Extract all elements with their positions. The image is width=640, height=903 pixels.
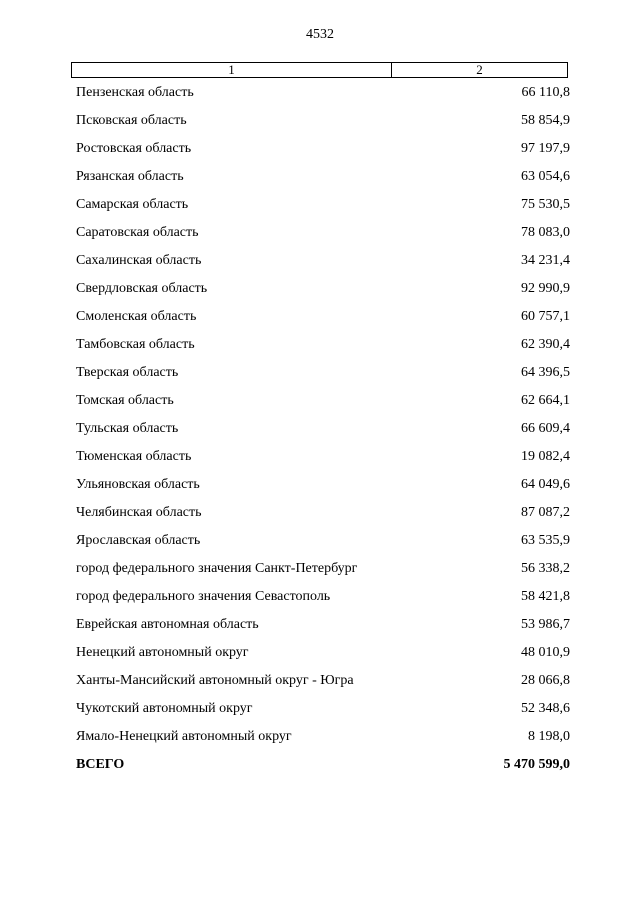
region-value: 87 087,2 — [521, 505, 570, 520]
region-name: Сахалинская область — [76, 253, 202, 268]
header-column-2: 2 — [476, 62, 483, 77]
region-name: Ханты-Мансийский автономный округ - Югра — [76, 673, 354, 688]
table-row — [76, 139, 570, 167]
region-value: 48 010,9 — [521, 645, 570, 660]
region-name: Ростовская область — [76, 141, 192, 156]
table-row — [76, 363, 570, 391]
region-value: 58 421,8 — [521, 589, 570, 604]
table-row — [76, 111, 570, 139]
region-value: 34 231,4 — [521, 253, 570, 268]
region-value: 62 664,1 — [521, 393, 570, 408]
region-value: 66 609,4 — [521, 421, 570, 436]
table-row — [76, 83, 570, 111]
region-value: 8 198,0 — [528, 729, 570, 744]
table-row — [76, 251, 570, 279]
table-row — [76, 531, 570, 559]
region-value: 66 110,8 — [521, 85, 570, 100]
region-name: Смоленская область — [76, 309, 197, 324]
region-name: Пензенская область — [76, 85, 194, 100]
page-number: 4532 — [306, 27, 334, 42]
table-row — [76, 671, 570, 699]
table-row — [76, 615, 570, 643]
table-row — [76, 279, 570, 307]
region-name: Псковская область — [76, 113, 187, 128]
region-value: 78 083,0 — [521, 225, 570, 240]
total-row — [76, 755, 570, 783]
region-value: 63 054,6 — [521, 169, 570, 184]
region-name: Тюменская область — [76, 449, 192, 464]
region-value: 97 197,9 — [521, 141, 570, 156]
region-value: 19 082,4 — [521, 449, 570, 464]
region-name: город федерального значения Севастополь — [76, 589, 331, 604]
region-value: 60 757,1 — [521, 309, 570, 324]
table-row — [76, 559, 570, 587]
table-row — [76, 307, 570, 335]
table-row — [76, 503, 570, 531]
table-row — [76, 699, 570, 727]
region-name: Свердловская область — [76, 281, 208, 296]
table-row — [76, 643, 570, 671]
region-name: Ненецкий автономный округ — [76, 645, 249, 660]
table-header — [71, 62, 568, 78]
region-name: Еврейская автономная область — [76, 617, 259, 632]
region-value: 28 066,8 — [521, 673, 570, 688]
table-body — [76, 83, 570, 783]
region-name: Рязанская область — [76, 169, 184, 184]
region-name: Ямало-Ненецкий автономный округ — [76, 729, 292, 744]
header-column-1: 1 — [72, 63, 392, 77]
region-name: Челябинская область — [76, 505, 202, 520]
region-name: Тульская область — [76, 421, 179, 436]
total-value: 5 470 599,0 — [503, 757, 570, 772]
region-name: Ярославская область — [76, 533, 201, 548]
table-row — [76, 223, 570, 251]
table-row — [76, 419, 570, 447]
region-name: Ульяновская область — [76, 477, 200, 492]
total-label: ВСЕГО — [76, 757, 125, 772]
table-row — [76, 391, 570, 419]
region-value: 53 986,7 — [521, 617, 570, 632]
region-value: 75 530,5 — [521, 197, 570, 212]
table-row — [76, 447, 570, 475]
region-value: 62 390,4 — [521, 337, 570, 352]
table-row — [76, 587, 570, 615]
region-value: 64 396,5 — [521, 365, 570, 380]
table-row — [76, 167, 570, 195]
region-value: 92 990,9 — [521, 281, 570, 296]
table-row — [76, 727, 570, 755]
region-name: Тверская область — [76, 365, 179, 380]
region-value: 58 854,9 — [521, 113, 570, 128]
region-name: город федерального значения Санкт-Петербург — [76, 561, 358, 576]
table-row — [76, 195, 570, 223]
region-name: Чукотский автономный округ — [76, 701, 253, 716]
table-row — [76, 335, 570, 363]
table-row — [76, 475, 570, 503]
region-name: Тамбовская область — [76, 337, 195, 352]
region-value: 64 049,6 — [521, 477, 570, 492]
region-value: 56 338,2 — [521, 561, 570, 576]
region-value: 52 348,6 — [521, 701, 570, 716]
region-name: Саратовская область — [76, 225, 199, 240]
region-value: 63 535,9 — [521, 533, 570, 548]
region-name: Томская область — [76, 393, 174, 408]
region-name: Самарская область — [76, 197, 189, 212]
